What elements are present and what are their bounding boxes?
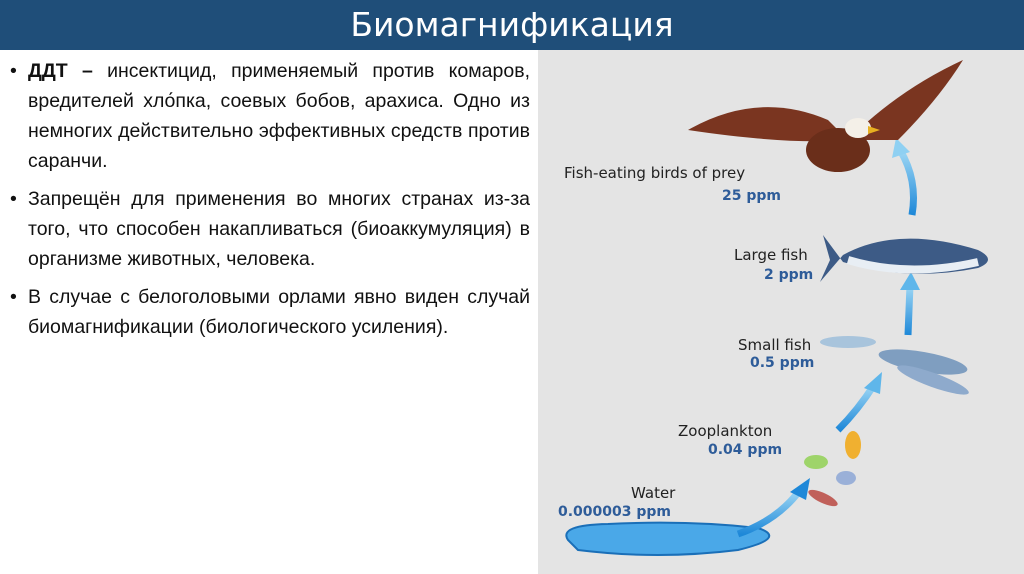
food-chain-illustration <box>538 50 1024 574</box>
level-ppm-birds: 25 ppm <box>722 188 781 204</box>
bullet-item <box>10 184 530 274</box>
bullet-dot: • <box>10 60 17 82</box>
bullet-item <box>10 56 530 176</box>
level-label-small-fish: Small fish <box>738 336 812 354</box>
title-bar <box>0 0 1024 50</box>
eagle-image <box>688 60 963 172</box>
small-fish-image <box>820 336 971 400</box>
level-label-birds: Fish-eating birds of prey <box>564 164 746 182</box>
level-label-water: Water <box>631 484 676 502</box>
bullet-list <box>10 56 530 350</box>
biomagnification-diagram <box>538 50 1024 574</box>
arrow-water-to-zooplankton <box>738 490 800 534</box>
water-puddle <box>566 523 769 555</box>
bullet-text: В случае с белоголовыми орлами явно виден случай биомагнификации (биологического усиления). <box>28 286 530 338</box>
arrow-largefish-to-bird <box>900 150 914 215</box>
bullet-text: инсектицид, применяемый против комаров, вредителей хло́пка, соевых бобов, арахиса. Одно из немногих действительно эффективных средств против саранчи. <box>28 60 530 172</box>
slide-title: Биомагнификация <box>350 5 674 44</box>
level-ppm-water: 0.000003 ppm <box>558 504 672 520</box>
level-ppm-zooplankton: 0.04 ppm <box>708 442 783 458</box>
bullet-text: Запрещён для применения во многих странах из-за того, что способен накапливаться (биоаккумуляция) в организме животных, человека. <box>28 188 530 270</box>
level-label-large-fish: Large fish <box>734 246 808 264</box>
arrow-head <box>892 138 910 158</box>
bullet-item <box>10 282 530 342</box>
bullet-bold: ДДТ – <box>28 60 93 82</box>
arrow-smallfish-to-largefish <box>908 285 910 335</box>
level-ppm-large-fish: 2 ppm <box>764 267 814 283</box>
level-label-zooplankton: Zooplankton <box>678 422 773 440</box>
arrow-zooplankton-to-smallfish <box>838 385 874 430</box>
large-fish-image <box>820 235 988 282</box>
bullet-dot: • <box>10 286 17 308</box>
level-ppm-small-fish: 0.5 ppm <box>750 355 815 371</box>
zooplankton-image <box>804 431 861 509</box>
bullet-dot: • <box>10 188 17 210</box>
arrow-head <box>900 272 920 290</box>
